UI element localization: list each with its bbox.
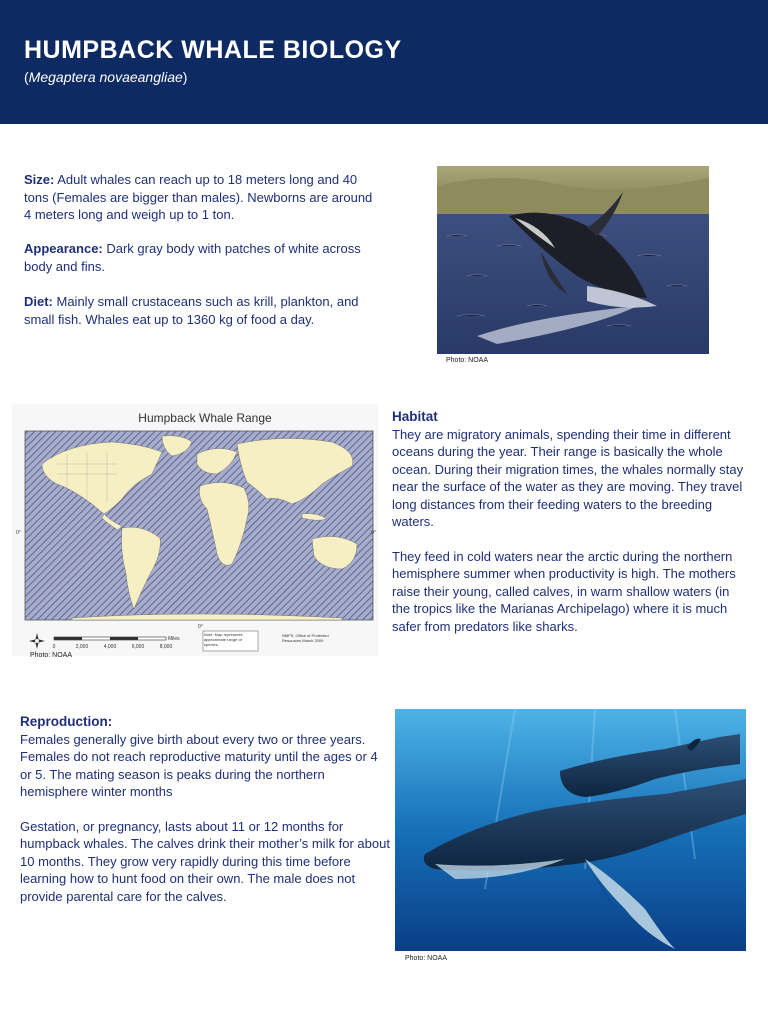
reproduction-section [20,713,390,905]
equator-left-label: 0° [16,530,21,536]
scale-tick-label: 4,000 [103,644,117,650]
humpback-range-map [12,404,378,656]
habitat-heading: Habitat [392,409,438,424]
map-note: Note: Map represents approximate range of species. [204,632,243,647]
scale-tick-label: 2,000 [75,644,89,650]
paren-open: ( [24,69,29,85]
map-title: Humpback Whale Range [138,411,272,425]
photo-credit-2: Photo: NOAA [405,955,448,962]
appearance-text: Dark gray body with patches of white across body and fins. [24,241,361,274]
diet-label: Diet: [24,294,53,309]
paren-close: ) [182,69,188,85]
scale-tick-label: 0 [52,644,56,650]
underwater-whales-photo [395,709,746,951]
habitat-section [392,408,748,635]
size-text: Adult whales can reach up to 18 meters long and 40 tons (Females are bigger than males). Newborns are around 4 meters long and weigh up to 1 ton. [24,172,373,222]
map-credit: Photo: NOAA [30,652,73,659]
scale-unit: Miles [168,636,180,642]
page-title: HUMPBACK WHALE BIOLOGY [24,36,402,64]
scientific-name-text: Megaptera novaeangliae [28,69,183,85]
reproduction-heading: Reproduction: [20,714,113,729]
appearance-paragraph [24,240,376,275]
photo-credit: Photo: NOAA [446,357,489,364]
size-label: Size: [24,172,55,187]
breaching-whale-photo [437,166,709,354]
size-paragraph [24,171,376,224]
appearance-label: Appearance: [24,241,103,256]
equator-right-label: 0° [371,530,376,536]
scale-ticks [53,644,173,650]
diet-text: Mainly small crustaceans such as krill, plankton, and small fish. Whales eat up to 1360 kg of food a day. [24,294,359,327]
scientific-name [24,69,187,85]
scale-tick-label: 8,000 [159,644,173,650]
meridian-label: 0° [198,624,203,630]
reproduction-paragraph-2: Gestation, or pregnancy, lasts about 11 or 12 months for humpback whales. The calves drink their mother’s milk for about 10 months. They grow very rapidly during this time before learning how to hunt food on their own. The male does not provide parental care for the calves. [20,818,390,904]
scale-tick-label: 6,000 [131,644,145,650]
map-source: NMFS, Office of Protected Resources March 2009 [282,633,329,643]
habitat-paragraph-1: They are migratory animals, spending their time in different oceans during the year. Their range is basically the whole ocean. During their migration times, the whales normally stay near the surface of the water as they are moving. They travel long distances from their feeding waters to the breeding waters. [392,426,744,529]
habitat-paragraph-2: They feed in cold waters near the arctic during the northern hemisphere summer when productivity is high. The mothers raise their young, called calves, in warm shallow waters (in the tropics like the Marianas Archipelago) where it is much safer from predators like sharks. [392,548,736,634]
reproduction-paragraph-1: Females generally give birth about every two or three years. Females do not reach reproductive maturity until the ages or 4 or 5. The mating season is peaks during the northern hemisphere winter months [20,731,378,799]
diet-paragraph [24,293,376,328]
compass-icon [29,633,45,649]
